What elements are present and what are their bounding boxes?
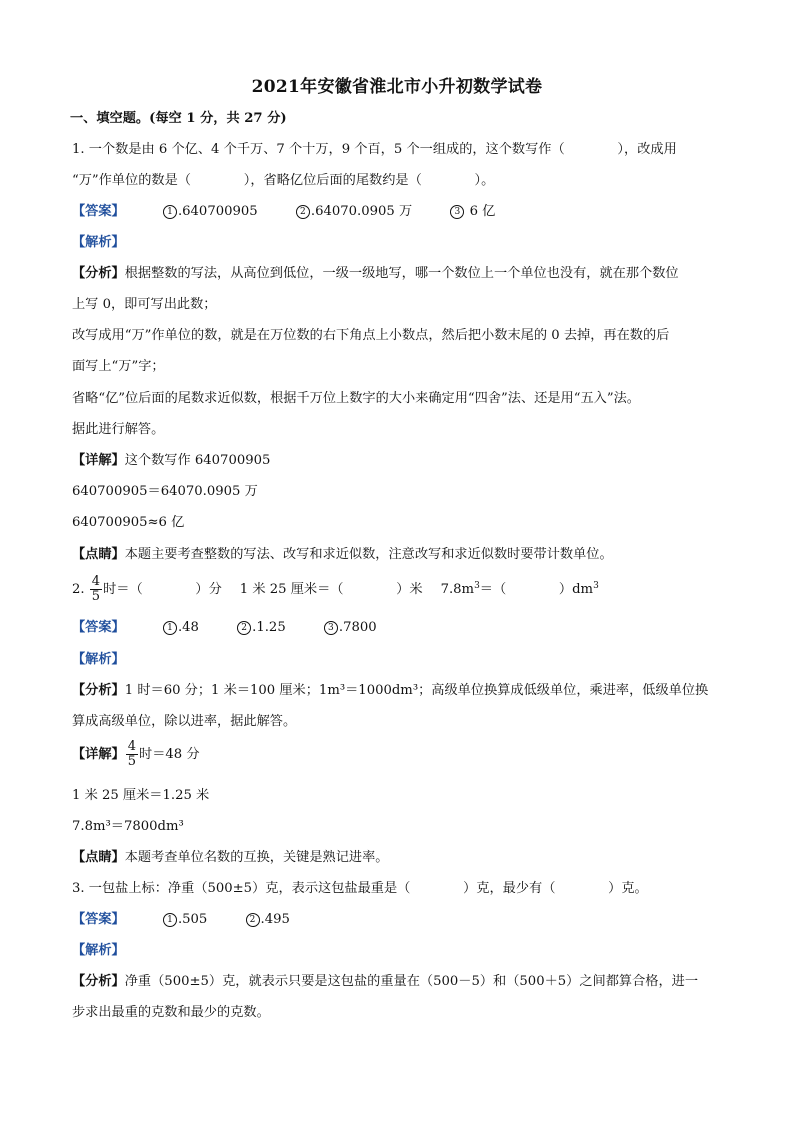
q1-summary: 【点睛】本题主要考查整数的写法、改写和求近似数，注意改写和求近似数时要带计数单位。 bbox=[72, 547, 613, 562]
q1-analysis-line-3: 改写成用“万”作单位的数，就是在万位数的右下角点上小数点，然后把小数末尾的 0 去掉，再在数的后 bbox=[72, 328, 670, 343]
q1-analysis-line-5: 省略“亿”位后面的尾数求近似数，根据千万位上数字的大小来确定用“四舍”法、还是用“五入”法。 bbox=[72, 391, 640, 406]
q1-detail-line-3: 640700905≈6 亿 bbox=[72, 515, 185, 530]
circled-two-icon: 2 bbox=[246, 913, 260, 927]
q2-answer-3: 3 .7800 bbox=[324, 619, 377, 637]
q2-answer-row bbox=[72, 619, 377, 637]
section-heading: 一、填空题。(每空 1 分，共 27 分) bbox=[70, 111, 287, 126]
q3-analysis-line-1: 【分析】净重（500±5）克，就表示只要是这包盐的重量在（500－5）和（500＋5）之间都算合格，进一 bbox=[72, 974, 699, 989]
q3-answer-row bbox=[72, 911, 290, 929]
q1-stem-line-1: 1. 一个数是由 6 个亿、4 个千万、7 个十万，9 个百，5 个一组成的，这个数写作（ ），改成用 bbox=[72, 142, 677, 157]
q1-stem-line-2: “万”作单位的数是（ ），省略亿位后面的尾数约是（ ）。 bbox=[72, 173, 495, 188]
q1-analysis-line-6: 据此进行解答。 bbox=[72, 422, 165, 437]
q1-answer-2: 2 .64070.0905 万 bbox=[296, 203, 412, 221]
q2-analysis-line-1: 【分析】1 时＝60 分；1 米＝100 厘米；1m³＝1000dm³；高级单位换算成低级单位，乘进率，低级单位换 bbox=[72, 683, 709, 698]
q2-stem: 2. $\frac{4}{5}$ 时＝（ ）分 1 米 25 厘米＝（ ）米 $7.8m^3=$（ ）$dm^3$ bbox=[72, 574, 599, 604]
q3-answer-2: 2 .495 bbox=[246, 911, 290, 929]
q2-detail-fraction: $\frac{4}{5}$ bbox=[127, 739, 137, 769]
q2-answer-1: 1 .48 bbox=[163, 619, 199, 637]
circled-three-icon: 3 bbox=[324, 621, 338, 635]
circled-three-icon: 3 bbox=[450, 205, 464, 219]
q1-answer-1: 1 .640700905 bbox=[163, 203, 258, 221]
circled-one-icon: 1 bbox=[163, 621, 177, 635]
q2-summary: 【点睛】本题考查单位名数的互换，关键是熟记进率。 bbox=[72, 850, 389, 865]
q2-analysis-line-2: 算成高级单位，除以进率，据此解答。 bbox=[72, 714, 297, 729]
q2-fraction: $\frac{4}{5}$ bbox=[91, 574, 101, 604]
circled-one-icon: 1 bbox=[163, 913, 177, 927]
answer-tag: 【答案】 bbox=[72, 620, 125, 635]
q3-answer-1: 1 .505 bbox=[163, 911, 207, 929]
q2-detail-line-3: 7.8m³＝7800dm³ bbox=[72, 819, 184, 834]
q3-stem: 3. 一包盐上标：净重（500±5）克，表示这包盐最重是（ ）克，最少有（ ）克。 bbox=[72, 881, 648, 896]
q1-detail-line-2: 640700905＝64070.0905 万 bbox=[72, 484, 258, 499]
q2-detail-line-1: 【详解】 $\frac{4}{5}$ 时＝48 分 bbox=[72, 739, 200, 769]
circled-two-icon: 2 bbox=[237, 621, 251, 635]
q1-answer-row bbox=[72, 203, 495, 221]
q1-analysis-line-2: 上写 0，即可写出此数； bbox=[72, 297, 217, 312]
q2-detail-line-2: 1 米 25 厘米＝1.25 米 bbox=[72, 788, 210, 803]
circled-two-icon: 2 bbox=[296, 205, 310, 219]
q3-jiexi-tag: 【解析】 bbox=[72, 943, 125, 958]
q1-detail-line-1: 【详解】这个数写作 640700905 bbox=[72, 453, 271, 468]
q3-analysis-line-2: 步求出最重的克数和最少的克数。 bbox=[72, 1005, 270, 1020]
q1-jiexi-tag: 【解析】 bbox=[72, 235, 125, 250]
q2-jiexi-tag: 【解析】 bbox=[72, 652, 125, 667]
q1-analysis-line-4: 面写上“万”字； bbox=[72, 359, 165, 374]
circled-one-icon: 1 bbox=[163, 205, 177, 219]
q1-answer-3: 3 6 亿 bbox=[450, 203, 495, 221]
q1-analysis-line-1: 【分析】根据整数的写法，从高位到低位，一级一级地写，哪一个数位上一个单位也没有，就在那个数位 bbox=[72, 266, 679, 281]
answer-tag: 【答案】 bbox=[72, 204, 125, 219]
answer-tag: 【答案】 bbox=[72, 912, 125, 927]
page-title: 2021年安徽省淮北市小升初数学试卷 bbox=[251, 77, 543, 97]
q2-answer-2: 2 .1.25 bbox=[237, 619, 286, 637]
